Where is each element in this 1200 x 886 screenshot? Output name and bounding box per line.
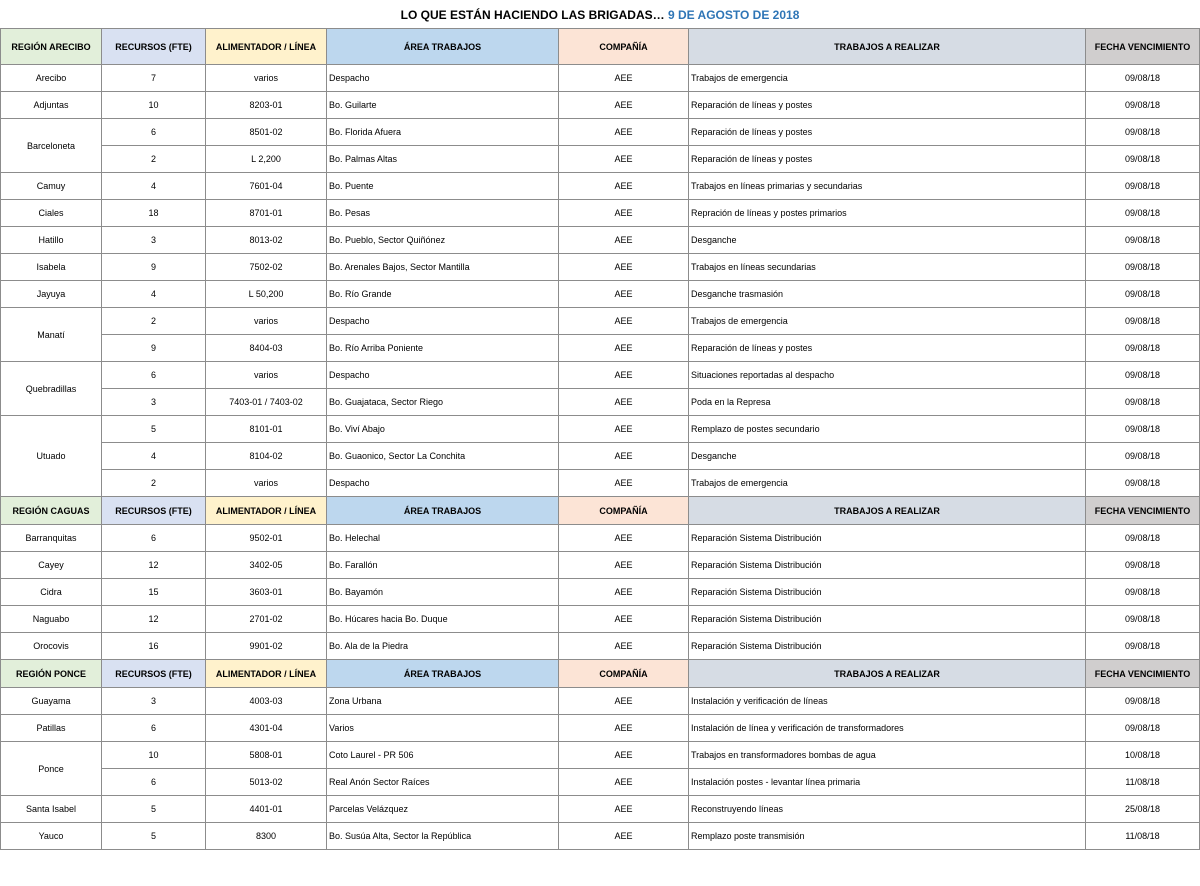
cell-alimentador: varios: [206, 362, 327, 389]
cell-trabajos: Situaciones reportadas al despacho: [689, 362, 1086, 389]
cell-fecha: 11/08/18: [1086, 823, 1200, 850]
cell-alimentador: 9901-02: [206, 633, 327, 660]
cell-alimentador: varios: [206, 308, 327, 335]
table-row: [1, 525, 1200, 552]
cell-compania: AEE: [559, 200, 689, 227]
cell-alimentador: L 2,200: [206, 146, 327, 173]
header-area-trabajos: ÁREA TRABAJOS: [327, 497, 559, 525]
cell-fecha: 09/08/18: [1086, 119, 1200, 146]
cell-compania: AEE: [559, 525, 689, 552]
cell-municipio: Isabela: [1, 254, 102, 281]
table-row: [1, 606, 1200, 633]
cell-trabajos: Reparación Sistema Distribución: [689, 606, 1086, 633]
region-header-row: [1, 497, 1200, 525]
region-header-row: [1, 29, 1200, 65]
cell-recursos: 15: [102, 579, 206, 606]
cell-municipio: Jayuya: [1, 281, 102, 308]
cell-municipio: Patillas: [1, 715, 102, 742]
cell-fecha: 09/08/18: [1086, 715, 1200, 742]
cell-compania: AEE: [559, 470, 689, 497]
cell-trabajos: Trabajos en transformadores bombas de agua: [689, 742, 1086, 769]
cell-trabajos: Reparación de líneas y postes: [689, 92, 1086, 119]
cell-trabajos: Remplazo de postes secundario: [689, 416, 1086, 443]
cell-recursos: 16: [102, 633, 206, 660]
table-row: [1, 389, 1200, 416]
cell-area: Real Anón Sector Raíces: [327, 769, 559, 796]
cell-fecha: 11/08/18: [1086, 769, 1200, 796]
cell-recursos: 6: [102, 119, 206, 146]
cell-fecha: 09/08/18: [1086, 308, 1200, 335]
brigadas-table: [0, 28, 1200, 850]
header-fecha-vencimiento: FECHA VENCIMIENTO: [1086, 660, 1200, 688]
cell-compania: AEE: [559, 92, 689, 119]
cell-trabajos: Repración de líneas y postes primarios: [689, 200, 1086, 227]
cell-area: Bo. Ala de la Piedra: [327, 633, 559, 660]
cell-area: Bo. Susúa Alta, Sector la República: [327, 823, 559, 850]
cell-alimentador: L 50,200: [206, 281, 327, 308]
cell-alimentador: 7403-01 / 7403-02: [206, 389, 327, 416]
cell-compania: AEE: [559, 146, 689, 173]
cell-recursos: 10: [102, 742, 206, 769]
cell-compania: AEE: [559, 362, 689, 389]
cell-alimentador: 7502-02: [206, 254, 327, 281]
cell-area: Bo. Guajataca, Sector Riego: [327, 389, 559, 416]
table-row: [1, 146, 1200, 173]
cell-recursos: 18: [102, 200, 206, 227]
cell-municipio: Quebradillas: [1, 362, 102, 416]
cell-fecha: 25/08/18: [1086, 796, 1200, 823]
cell-area: Despacho: [327, 362, 559, 389]
cell-fecha: 09/08/18: [1086, 525, 1200, 552]
cell-municipio: Arecibo: [1, 65, 102, 92]
cell-compania: AEE: [559, 227, 689, 254]
cell-trabajos: Trabajos de emergencia: [689, 308, 1086, 335]
cell-alimentador: 8404-03: [206, 335, 327, 362]
table-row: [1, 119, 1200, 146]
cell-trabajos: Reparación Sistema Distribución: [689, 633, 1086, 660]
title-main: LO QUE ESTÁN HACIENDO LAS BRIGADAS…: [400, 8, 665, 22]
cell-recursos: 3: [102, 227, 206, 254]
table-row: [1, 173, 1200, 200]
cell-area: Despacho: [327, 308, 559, 335]
cell-compania: AEE: [559, 281, 689, 308]
cell-trabajos: Reconstruyendo líneas: [689, 796, 1086, 823]
cell-trabajos: Trabajos en líneas secundarias: [689, 254, 1086, 281]
table-row: [1, 470, 1200, 497]
cell-area: Despacho: [327, 470, 559, 497]
cell-area: Bo. Palmas Altas: [327, 146, 559, 173]
cell-compania: AEE: [559, 552, 689, 579]
table-row: [1, 579, 1200, 606]
cell-area: Bo. Guaonico, Sector La Conchita: [327, 443, 559, 470]
table-row: [1, 362, 1200, 389]
cell-recursos: 2: [102, 308, 206, 335]
cell-fecha: 09/08/18: [1086, 606, 1200, 633]
cell-recursos: 9: [102, 254, 206, 281]
table-row: [1, 92, 1200, 119]
cell-compania: AEE: [559, 823, 689, 850]
cell-trabajos: Desganche: [689, 443, 1086, 470]
title-date: 9 DE AGOSTO DE 2018: [667, 8, 800, 22]
header-compania: COMPAÑÍA: [559, 660, 689, 688]
cell-compania: AEE: [559, 606, 689, 633]
header-area-trabajos: ÁREA TRABAJOS: [327, 29, 559, 65]
header-fecha-vencimiento: FECHA VENCIMIENTO: [1086, 29, 1200, 65]
cell-fecha: 09/08/18: [1086, 146, 1200, 173]
cell-compania: AEE: [559, 65, 689, 92]
header-recursos: RECURSOS (FTE): [102, 29, 206, 65]
table-row: [1, 715, 1200, 742]
region-name: REGIÓN ARECIBO: [1, 29, 102, 65]
cell-alimentador: varios: [206, 65, 327, 92]
cell-recursos: 5: [102, 823, 206, 850]
cell-trabajos: Desganche trasmasión: [689, 281, 1086, 308]
cell-trabajos: Reparación de líneas y postes: [689, 335, 1086, 362]
cell-trabajos: Reparación Sistema Distribución: [689, 525, 1086, 552]
cell-municipio: Barceloneta: [1, 119, 102, 173]
cell-municipio: Orocovis: [1, 633, 102, 660]
cell-municipio: Manatí: [1, 308, 102, 362]
cell-area: Bo. Viví Abajo: [327, 416, 559, 443]
cell-alimentador: 8701-01: [206, 200, 327, 227]
cell-area: Bo. Helechal: [327, 525, 559, 552]
cell-trabajos: Poda en la Represa: [689, 389, 1086, 416]
cell-area: Bo. Florida Afuera: [327, 119, 559, 146]
cell-fecha: 09/08/18: [1086, 579, 1200, 606]
cell-alimentador: 3603-01: [206, 579, 327, 606]
header-compania: COMPAÑÍA: [559, 497, 689, 525]
cell-fecha: 09/08/18: [1086, 65, 1200, 92]
cell-recursos: 12: [102, 606, 206, 633]
cell-recursos: 4: [102, 443, 206, 470]
table-row: [1, 552, 1200, 579]
cell-area: Bo. Pueblo, Sector Quiñónez: [327, 227, 559, 254]
cell-recursos: 3: [102, 688, 206, 715]
cell-area: Bo. Guilarte: [327, 92, 559, 119]
cell-trabajos: Trabajos de emergencia: [689, 470, 1086, 497]
cell-recursos: 5: [102, 796, 206, 823]
cell-municipio: Guayama: [1, 688, 102, 715]
cell-alimentador: 5808-01: [206, 742, 327, 769]
cell-fecha: 09/08/18: [1086, 633, 1200, 660]
cell-fecha: 09/08/18: [1086, 281, 1200, 308]
table-row: [1, 416, 1200, 443]
cell-municipio: Cidra: [1, 579, 102, 606]
header-recursos: RECURSOS (FTE): [102, 660, 206, 688]
cell-area: Zona Urbana: [327, 688, 559, 715]
cell-area: Bo. Farallón: [327, 552, 559, 579]
table-row: [1, 742, 1200, 769]
table-body: [1, 29, 1200, 850]
cell-trabajos: Remplazo poste transmisión: [689, 823, 1086, 850]
cell-municipio: Yauco: [1, 823, 102, 850]
table-row: [1, 688, 1200, 715]
cell-trabajos: Instalación postes - levantar línea primaria: [689, 769, 1086, 796]
cell-municipio: Santa Isabel: [1, 796, 102, 823]
table-row: [1, 823, 1200, 850]
cell-compania: AEE: [559, 173, 689, 200]
cell-compania: AEE: [559, 796, 689, 823]
table-row: [1, 227, 1200, 254]
cell-municipio: Utuado: [1, 416, 102, 497]
cell-compania: AEE: [559, 579, 689, 606]
cell-fecha: 09/08/18: [1086, 227, 1200, 254]
cell-area: Bo. Bayamón: [327, 579, 559, 606]
cell-compania: AEE: [559, 688, 689, 715]
cell-recursos: 7: [102, 65, 206, 92]
cell-area: Coto Laurel - PR 506: [327, 742, 559, 769]
table-row: [1, 65, 1200, 92]
cell-municipio: Ponce: [1, 742, 102, 796]
table-row: [1, 633, 1200, 660]
cell-fecha: 09/08/18: [1086, 443, 1200, 470]
cell-trabajos: Reparación de líneas y postes: [689, 146, 1086, 173]
cell-compania: AEE: [559, 715, 689, 742]
cell-recursos: 6: [102, 769, 206, 796]
cell-trabajos: Reparación Sistema Distribución: [689, 579, 1086, 606]
cell-recursos: 6: [102, 362, 206, 389]
cell-trabajos: Instalación y verificación de líneas: [689, 688, 1086, 715]
table-row: [1, 281, 1200, 308]
cell-alimentador: 8101-01: [206, 416, 327, 443]
cell-municipio: Ciales: [1, 200, 102, 227]
cell-area: Parcelas Velázquez: [327, 796, 559, 823]
cell-fecha: 09/08/18: [1086, 92, 1200, 119]
cell-recursos: 9: [102, 335, 206, 362]
table-row: [1, 335, 1200, 362]
cell-compania: AEE: [559, 335, 689, 362]
cell-alimentador: 4301-04: [206, 715, 327, 742]
cell-compania: AEE: [559, 389, 689, 416]
cell-alimentador: 8013-02: [206, 227, 327, 254]
region-header-row: [1, 660, 1200, 688]
cell-alimentador: 8104-02: [206, 443, 327, 470]
cell-recursos: 10: [102, 92, 206, 119]
region-name: REGIÓN CAGUAS: [1, 497, 102, 525]
header-trabajos: TRABAJOS A REALIZAR: [689, 29, 1086, 65]
cell-recursos: 6: [102, 525, 206, 552]
cell-fecha: 09/08/18: [1086, 416, 1200, 443]
cell-recursos: 4: [102, 281, 206, 308]
table-row: [1, 200, 1200, 227]
header-compania: COMPAÑÍA: [559, 29, 689, 65]
table-row: [1, 254, 1200, 281]
cell-recursos: 3: [102, 389, 206, 416]
cell-compania: AEE: [559, 633, 689, 660]
cell-municipio: Hatillo: [1, 227, 102, 254]
cell-area: Bo. Río Arriba Poniente: [327, 335, 559, 362]
cell-area: Bo. Pesas: [327, 200, 559, 227]
cell-trabajos: Desganche: [689, 227, 1086, 254]
table-row: [1, 769, 1200, 796]
cell-compania: AEE: [559, 254, 689, 281]
cell-compania: AEE: [559, 742, 689, 769]
cell-alimentador: 9502-01: [206, 525, 327, 552]
cell-municipio: Adjuntas: [1, 92, 102, 119]
cell-alimentador: 3402-05: [206, 552, 327, 579]
cell-fecha: 09/08/18: [1086, 200, 1200, 227]
cell-trabajos: Trabajos de emergencia: [689, 65, 1086, 92]
cell-municipio: Cayey: [1, 552, 102, 579]
cell-area: Varios: [327, 715, 559, 742]
cell-area: Bo. Río Grande: [327, 281, 559, 308]
header-fecha-vencimiento: FECHA VENCIMIENTO: [1086, 497, 1200, 525]
cell-trabajos: Reparación de líneas y postes: [689, 119, 1086, 146]
header-alimentador: ALIMENTADOR / LÍNEA: [206, 497, 327, 525]
cell-compania: AEE: [559, 308, 689, 335]
cell-fecha: 09/08/18: [1086, 335, 1200, 362]
cell-trabajos: Reparación Sistema Distribución: [689, 552, 1086, 579]
cell-alimentador: 8300: [206, 823, 327, 850]
cell-alimentador: 2701-02: [206, 606, 327, 633]
cell-area: Despacho: [327, 65, 559, 92]
cell-trabajos: Trabajos en líneas primarias y secundarias: [689, 173, 1086, 200]
cell-recursos: 2: [102, 470, 206, 497]
region-name: REGIÓN PONCE: [1, 660, 102, 688]
cell-compania: AEE: [559, 443, 689, 470]
header-trabajos: TRABAJOS A REALIZAR: [689, 660, 1086, 688]
cell-recursos: 12: [102, 552, 206, 579]
header-alimentador: ALIMENTADOR / LÍNEA: [206, 660, 327, 688]
cell-recursos: 2: [102, 146, 206, 173]
cell-alimentador: 8203-01: [206, 92, 327, 119]
cell-trabajos: Instalación de línea y verificación de transformadores: [689, 715, 1086, 742]
cell-area: Bo. Puente: [327, 173, 559, 200]
cell-alimentador: 8501-02: [206, 119, 327, 146]
cell-fecha: 10/08/18: [1086, 742, 1200, 769]
cell-municipio: Naguabo: [1, 606, 102, 633]
cell-recursos: 4: [102, 173, 206, 200]
header-area-trabajos: ÁREA TRABAJOS: [327, 660, 559, 688]
report-title: [0, 0, 1200, 28]
cell-fecha: 09/08/18: [1086, 470, 1200, 497]
cell-area: Bo. Húcares hacia Bo. Duque: [327, 606, 559, 633]
cell-compania: AEE: [559, 119, 689, 146]
cell-recursos: 5: [102, 416, 206, 443]
cell-compania: AEE: [559, 769, 689, 796]
header-recursos: RECURSOS (FTE): [102, 497, 206, 525]
cell-recursos: 6: [102, 715, 206, 742]
header-trabajos: TRABAJOS A REALIZAR: [689, 497, 1086, 525]
cell-fecha: 09/08/18: [1086, 389, 1200, 416]
cell-area: Bo. Arenales Bajos, Sector Mantilla: [327, 254, 559, 281]
cell-fecha: 09/08/18: [1086, 688, 1200, 715]
cell-alimentador: 7601-04: [206, 173, 327, 200]
cell-fecha: 09/08/18: [1086, 552, 1200, 579]
cell-fecha: 09/08/18: [1086, 362, 1200, 389]
cell-alimentador: 4401-01: [206, 796, 327, 823]
cell-compania: AEE: [559, 416, 689, 443]
header-alimentador: ALIMENTADOR / LÍNEA: [206, 29, 327, 65]
table-row: [1, 443, 1200, 470]
cell-fecha: 09/08/18: [1086, 254, 1200, 281]
cell-alimentador: varios: [206, 470, 327, 497]
table-row: [1, 796, 1200, 823]
cell-municipio: Camuy: [1, 173, 102, 200]
cell-municipio: Barranquitas: [1, 525, 102, 552]
cell-alimentador: 4003-03: [206, 688, 327, 715]
cell-fecha: 09/08/18: [1086, 173, 1200, 200]
cell-alimentador: 5013-02: [206, 769, 327, 796]
table-row: [1, 308, 1200, 335]
